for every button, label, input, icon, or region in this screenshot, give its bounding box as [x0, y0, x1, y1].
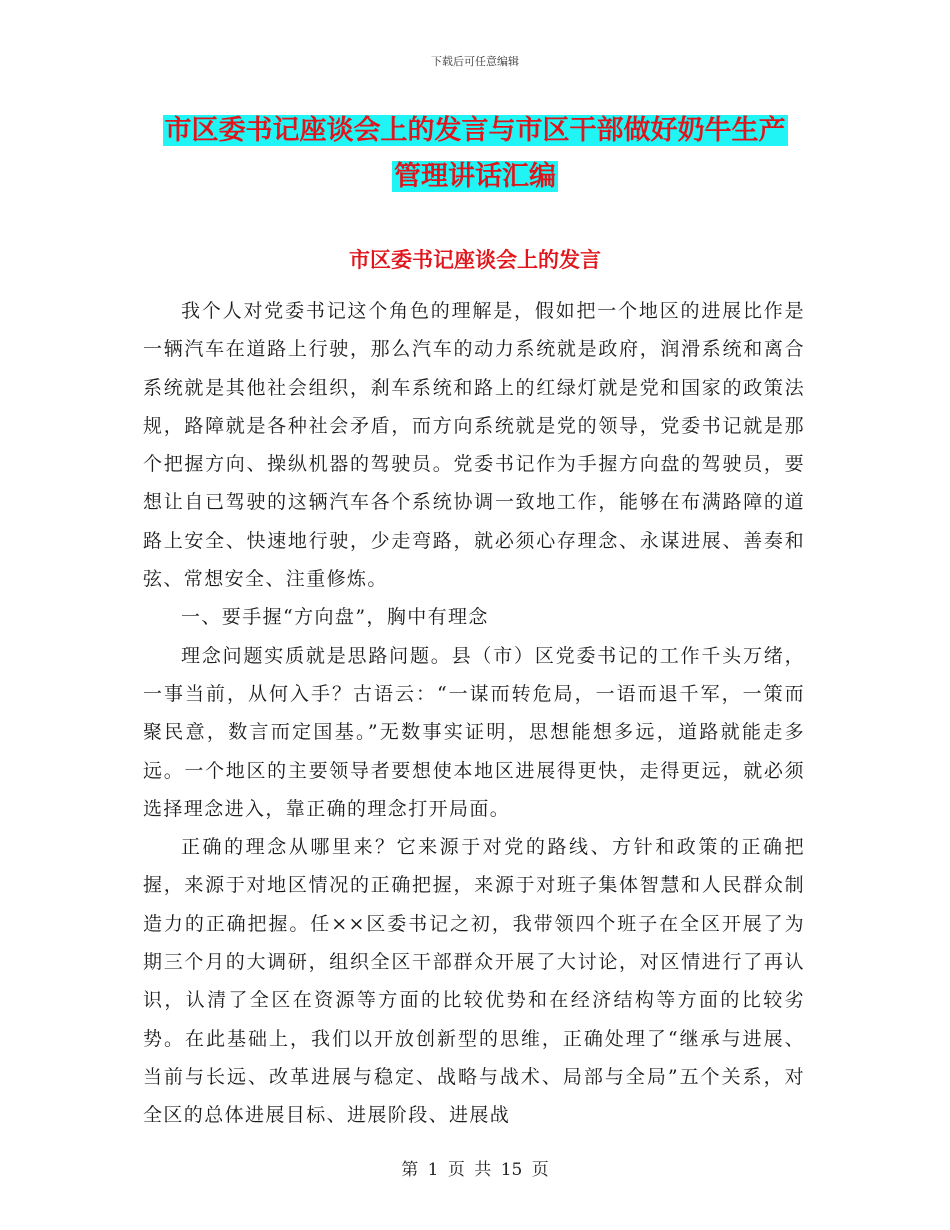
document-title-line-1: 市区委书记座谈会上的发言与市区干部做好奶牛生产 [164, 115, 786, 146]
paragraph: 理念问题实质就是思路问题。县（市）区党委书记的工作千头万绪，一事当前，从何入手？古语云：“一谋而转危局，一语而退千军，一策而聚民意，数言而定国基。”无数事实证明，思想能想多远，道路就能走多远。一个地区的主要领导者要想使本地区进展得更快，走得更远，就必须选择理念进入，靠正确的理念打开局面。 [143, 644, 805, 820]
document-title [140, 108, 810, 200]
document-title-line-2: 管理讲话汇编 [394, 161, 556, 192]
section-title: 市区委书记座谈会上的发言 [349, 248, 601, 272]
subheading: 一、要手握“方向盘”，胸中有理念 [181, 606, 489, 629]
body-text [143, 292, 805, 1135]
page-footer: 第 1 页 共 15 页 [401, 1160, 549, 1180]
paragraph: 正确的理念从哪里来？它来源于对党的路线、方针和政策的正确把握，来源于对地区情况的正确把握，来源于对班子集体智慧和人民群众制造力的正确把握。任××区委书记之初，我带领四个班子在全区开展了为期三个月的大调研，组织全区干部群众开展了大讨论，对区情进行了再认识，认清了全区在资源等方面的比较优势和在经济结构等方面的比较劣势。在此基础上，我们以开放创新型的思维，正确处理了“继承与进展、当前与长远、改革进展与稳定、战略与战术、局部与全局”五个关系，对全区的总体进展目标、进展阶段、进展战 [143, 836, 805, 1127]
paragraph: 我个人对党委书记这个角色的理解是，假如把一个地区的进展比作是一辆汽车在道路上行驶，那么汽车的动力系统就是政府，润滑系统和离合系统就是其他社会组织，刹车系统和路上的红绿灯就是党和国家的政策法规，路障就是各种社会矛盾，而方向系统就是党的领导，党委书记就是那个把握方向、操纵机器的驾驶员。党委书记作为手握方向盘的驾驶员，要想让自已驾驶的这辆汽车各个系统协调一致地工作，能够在布满路障的道路上安全、快速地行驶，少走弯路，就必须心存理念、永谋进展、善奏和弦、常想安全、注重修炼。 [143, 300, 805, 591]
page-header: 下载后可任意编辑 [431, 55, 519, 68]
